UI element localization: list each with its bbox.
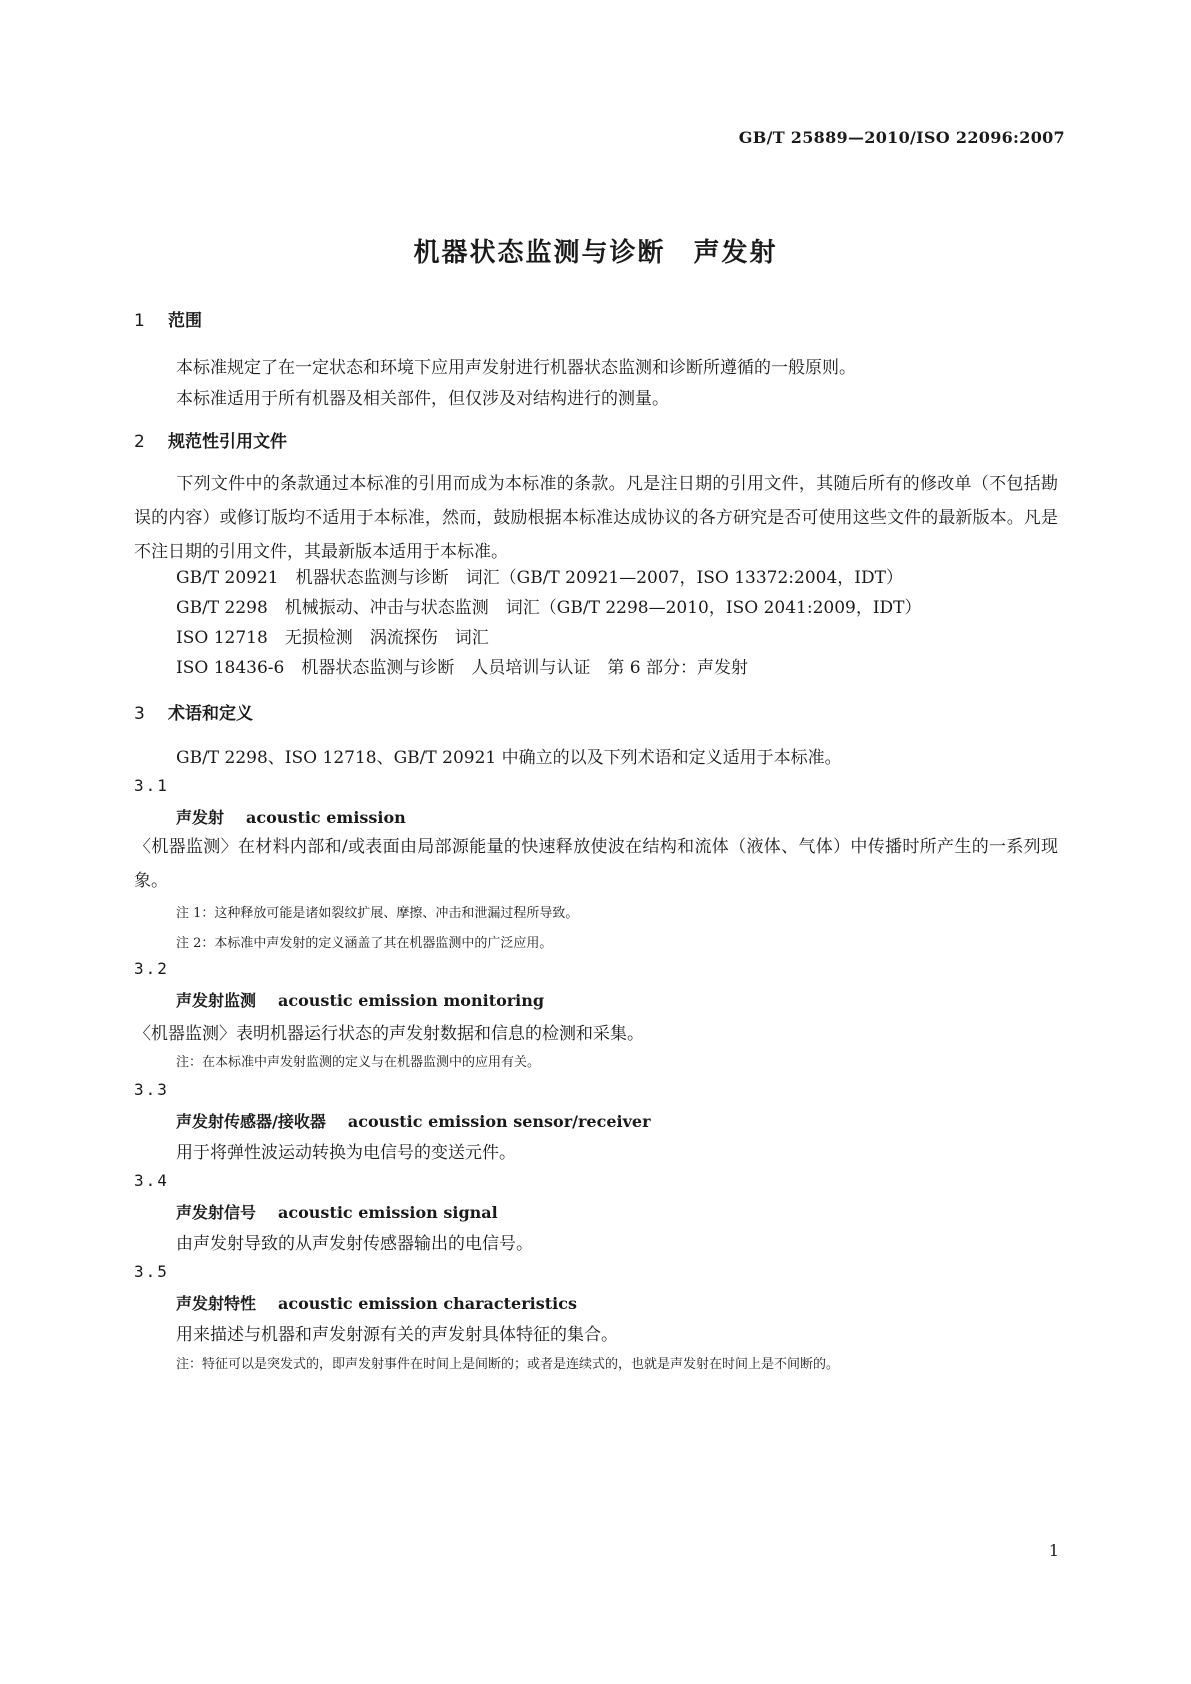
document-title: 机器状态监测与诊断 声发射 [413,238,778,268]
term-definition: 由声发射导致的从声发射传感器输出的电信号。 [176,1234,533,1254]
term-zh: 声发射信号 [176,1203,257,1222]
section-title: 范围 [168,311,202,331]
section-1-heading [134,306,202,331]
term-number: 3.5 [134,1262,169,1281]
term-en: acoustic emission characteristics [278,1294,577,1313]
term-zh: 声发射监测 [176,991,257,1010]
term-note: 注 1：这种释放可能是诸如裂纹扩展、摩擦、冲击和泄漏过程所导致。 [176,906,579,921]
term-definition: 〈机器监测〉表明机器运行状态的声发射数据和信息的检测和采集。 [134,1024,644,1044]
term-number: 3.1 [134,776,169,795]
term-zh: 声发射 [176,808,225,827]
section-title: 规范性引用文件 [168,432,287,452]
section-number: 1 [134,311,145,331]
term-number: 3.3 [134,1080,169,1099]
reference-item: ISO 18436-6 机器状态监测与诊断 人员培训与认证 第 6 部分：声发射 [176,658,748,678]
term-zh: 声发射特性 [176,1294,257,1313]
paragraph: 本标准适用于所有机器及相关部件，但仅涉及对结构进行的测量。 [176,389,669,409]
section-2-heading [134,427,287,452]
term-note: 注：特征可以是突发式的，即声发射事件在时间上是间断的；或者是连续式的，也就是声发射在时间上是不间断的。 [176,1357,840,1372]
section-3-intro: GB/T 2298、ISO 12718、GB/T 20921 中确立的以及下列术语和定义适用于本标准。 [176,748,842,768]
paragraph: 本标准规定了在一定状态和环境下应用声发射进行机器状态监测和诊断所遵循的一般原则。 [176,358,856,378]
reference-item: GB/T 20921 机器状态监测与诊断 词汇（GB/T 20921—2007，ISO 13372:2004，IDT） [176,568,903,588]
term-en: acoustic emission signal [278,1203,498,1222]
section-3-heading [134,699,253,724]
term-note: 注：在本标准中声发射监测的定义与在机器监测中的应用有关。 [176,1055,541,1070]
reference-item: ISO 12718 无损检测 涡流探伤 词汇 [176,628,489,648]
term-en: acoustic emission monitoring [278,991,545,1010]
term-definition: 〈机器监测〉在材料内部和/或表面由局部源能量的快速释放使波在结构和流体（液体、气体）中传播时所产生的一系列现象。 [134,837,1058,891]
term-definition: 用来描述与机器和声发射源有关的声发射具体特征的集合。 [176,1325,618,1345]
section-title: 术语和定义 [168,704,253,724]
term-heading [176,1291,577,1314]
term-heading [176,805,406,828]
term-heading [176,1200,498,1223]
section-number: 2 [134,432,145,452]
page-number: 1 [1048,1541,1059,1560]
term-definition: 用于将弹性波运动转换为电信号的变送元件。 [176,1143,516,1163]
section-2-intro [134,467,1058,569]
term-en: acoustic emission [246,808,406,827]
term-number: 3.2 [134,959,169,978]
term-number: 3.4 [134,1171,169,1190]
term-heading [176,1109,651,1132]
intro-text: 下列文件中的条款通过本标准的引用而成为本标准的条款。凡是注日期的引用文件，其随后所有的修改单（不包括勘误的内容）或修订版均不适用于本标准，然而，鼓励根据本标准达成协议的各方研究是否可使用这些文件的最新版本。凡是不注日期的引用文件，其最新版本适用于本标准。 [134,474,1058,562]
term-heading [176,988,544,1011]
term-en: acoustic emission sensor/receiver [347,1112,651,1131]
section-number: 3 [134,704,145,724]
standard-code: GB/T 25889—2010/ISO 22096:2007 [738,128,1065,147]
reference-item: GB/T 2298 机械振动、冲击与状态监测 词汇（GB/T 2298—2010，ISO 2041:2009，IDT） [176,598,922,618]
term-zh: 声发射传感器/接收器 [176,1112,326,1131]
term-note: 注 2：本标准中声发射的定义涵盖了其在机器监测中的广泛应用。 [176,936,553,951]
